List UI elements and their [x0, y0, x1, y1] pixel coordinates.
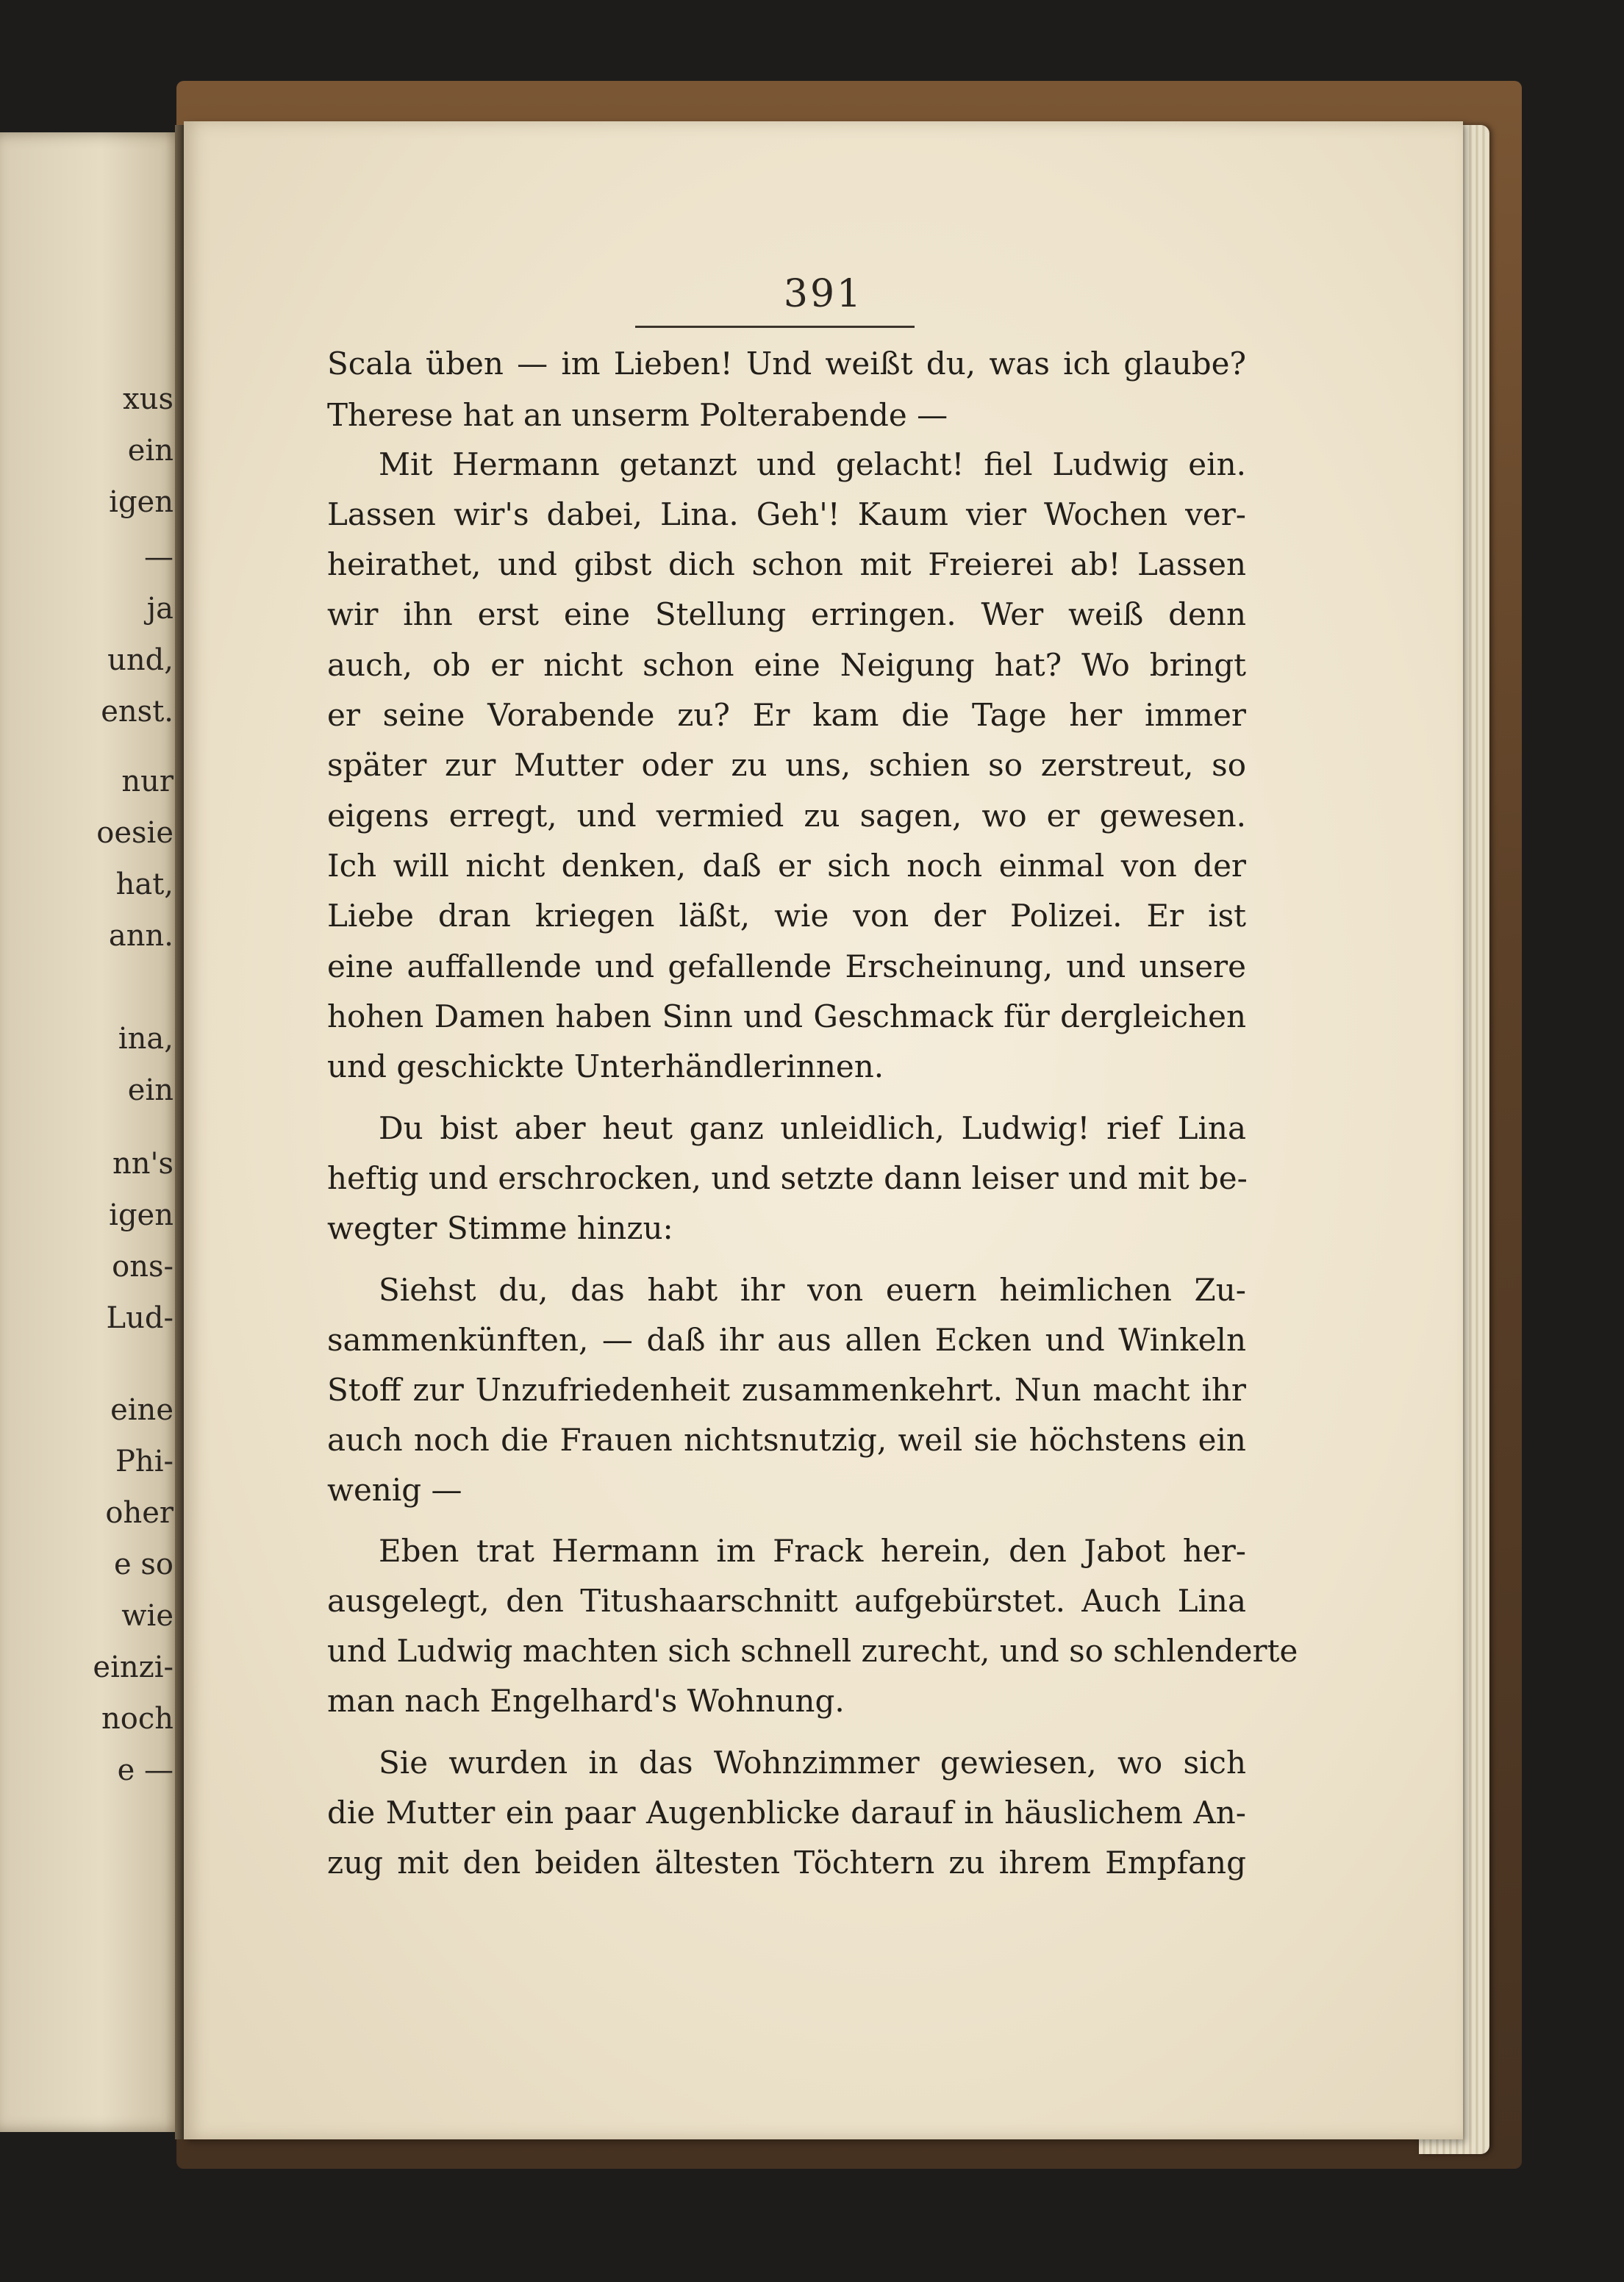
left-page-fragment: noch	[101, 1702, 174, 1736]
left-page-fragment: ina,	[118, 1022, 174, 1056]
left-page-fragment: ja	[146, 592, 174, 626]
left-page-fragment: nn's	[112, 1147, 174, 1181]
text-line: heftig und erschrocken, und setzte dann leiser und mit be-	[327, 1160, 1248, 1196]
left-page-fragment: Phi-	[115, 1445, 174, 1478]
left-page-fragment: igen	[109, 485, 174, 519]
text-line: eine auffallende und gefallende Erscheinung, und unsere	[327, 948, 1246, 984]
left-page-fragment: ann.	[108, 919, 174, 953]
page-number: 391	[783, 272, 864, 316]
left-page-fragment: —	[144, 540, 174, 574]
left-page-fragment: ein	[127, 1073, 174, 1107]
left-page-fragment: enst.	[101, 695, 174, 729]
text-line: später zur Mutter oder zu uns, schien so zerstreut, so	[327, 747, 1246, 783]
left-page-fragment: oher	[105, 1496, 174, 1530]
left-page-fragment: e so	[114, 1548, 174, 1581]
right-page	[184, 121, 1463, 2139]
text-line: und Ludwig machten sich schnell zurecht, und so schlenderte	[327, 1633, 1298, 1669]
left-page-fragment: oesie	[96, 816, 174, 850]
text-line: Therese hat an unserm Polterabende —	[327, 397, 948, 433]
text-line: auch, ob er nicht schon eine Neigung hat? Wo bringt	[327, 647, 1246, 683]
left-page-fragment: wie	[121, 1599, 174, 1633]
left-page-fragment: ons-	[112, 1250, 174, 1284]
text-line: sammenkünften, — daß ihr aus allen Ecken und Winkeln	[327, 1322, 1246, 1358]
left-page-fragment: und,	[107, 643, 174, 677]
text-line: ausgelegt, den Titushaarschnitt aufgebürstet. Auch Lina	[327, 1583, 1246, 1619]
text-line: Siehst du, das habt ihr von euern heimlichen Zu-	[379, 1272, 1246, 1308]
text-line: hohen Damen haben Sinn und Geschmack für dergleichen	[327, 998, 1246, 1034]
left-page-fragment: eine	[110, 1393, 174, 1427]
left-page-fragment: igen	[109, 1198, 174, 1232]
left-page-fragment: nur	[121, 765, 174, 798]
text-line: wegter Stimme hinzu:	[327, 1210, 673, 1246]
left-page-fragment: Lud-	[106, 1301, 174, 1335]
left-page-fragment: xus	[123, 382, 174, 416]
header-rule	[635, 326, 915, 328]
left-page	[0, 132, 184, 2132]
text-line: wir ihn erst eine Stellung erringen. Wer weiß denn	[327, 596, 1246, 632]
text-line: Mit Hermann getanzt und gelacht! fiel Ludwig ein.	[379, 446, 1246, 482]
text-line: Liebe dran kriegen läßt, wie von der Polizei. Er ist	[327, 898, 1246, 934]
text-line: zug mit den beiden ältesten Töchtern zu ihrem Empfang	[327, 1845, 1246, 1881]
text-line: eigens erregt, und vermied zu sagen, wo er gewesen.	[327, 798, 1246, 834]
text-line: Ich will nicht denken, daß er sich noch einmal von der	[327, 848, 1246, 884]
text-line: heirathet, und gibst dich schon mit Freierei ab! Lassen	[327, 546, 1246, 582]
text-line: auch noch die Frauen nichtsnutzig, weil sie höchstens ein	[327, 1422, 1246, 1458]
text-line: und geschickte Unterhändlerinnen.	[327, 1048, 884, 1084]
text-line: Du bist aber heut ganz unleidlich, Ludwig! rief Lina	[379, 1110, 1246, 1146]
text-line: man nach Engelhard's Wohnung.	[327, 1683, 845, 1719]
text-line: Scala üben — im Lieben! Und weißt du, was ich glaube?	[327, 346, 1246, 382]
text-line: er seine Vorabende zu? Er kam die Tage her immer	[327, 697, 1246, 733]
left-page-fragment: e —	[117, 1753, 174, 1787]
text-line: Sie wurden in das Wohnzimmer gewiesen, wo sich	[379, 1745, 1246, 1781]
text-line: Stoff zur Unzufriedenheit zusammenkehrt. Nun macht ihr	[327, 1372, 1246, 1408]
left-page-fragment: ein	[127, 434, 174, 468]
text-line: die Mutter ein paar Augenblicke darauf in häuslichem An-	[327, 1795, 1246, 1831]
text-line: Lassen wir's dabei, Lina. Geh'! Kaum vier Wochen ver-	[327, 496, 1246, 532]
text-line: Eben trat Hermann im Frack herein, den Jabot her-	[379, 1533, 1246, 1569]
text-line: wenig —	[327, 1472, 462, 1508]
left-page-fragment: einzi-	[93, 1650, 174, 1684]
left-page-fragment: hat,	[115, 868, 174, 901]
